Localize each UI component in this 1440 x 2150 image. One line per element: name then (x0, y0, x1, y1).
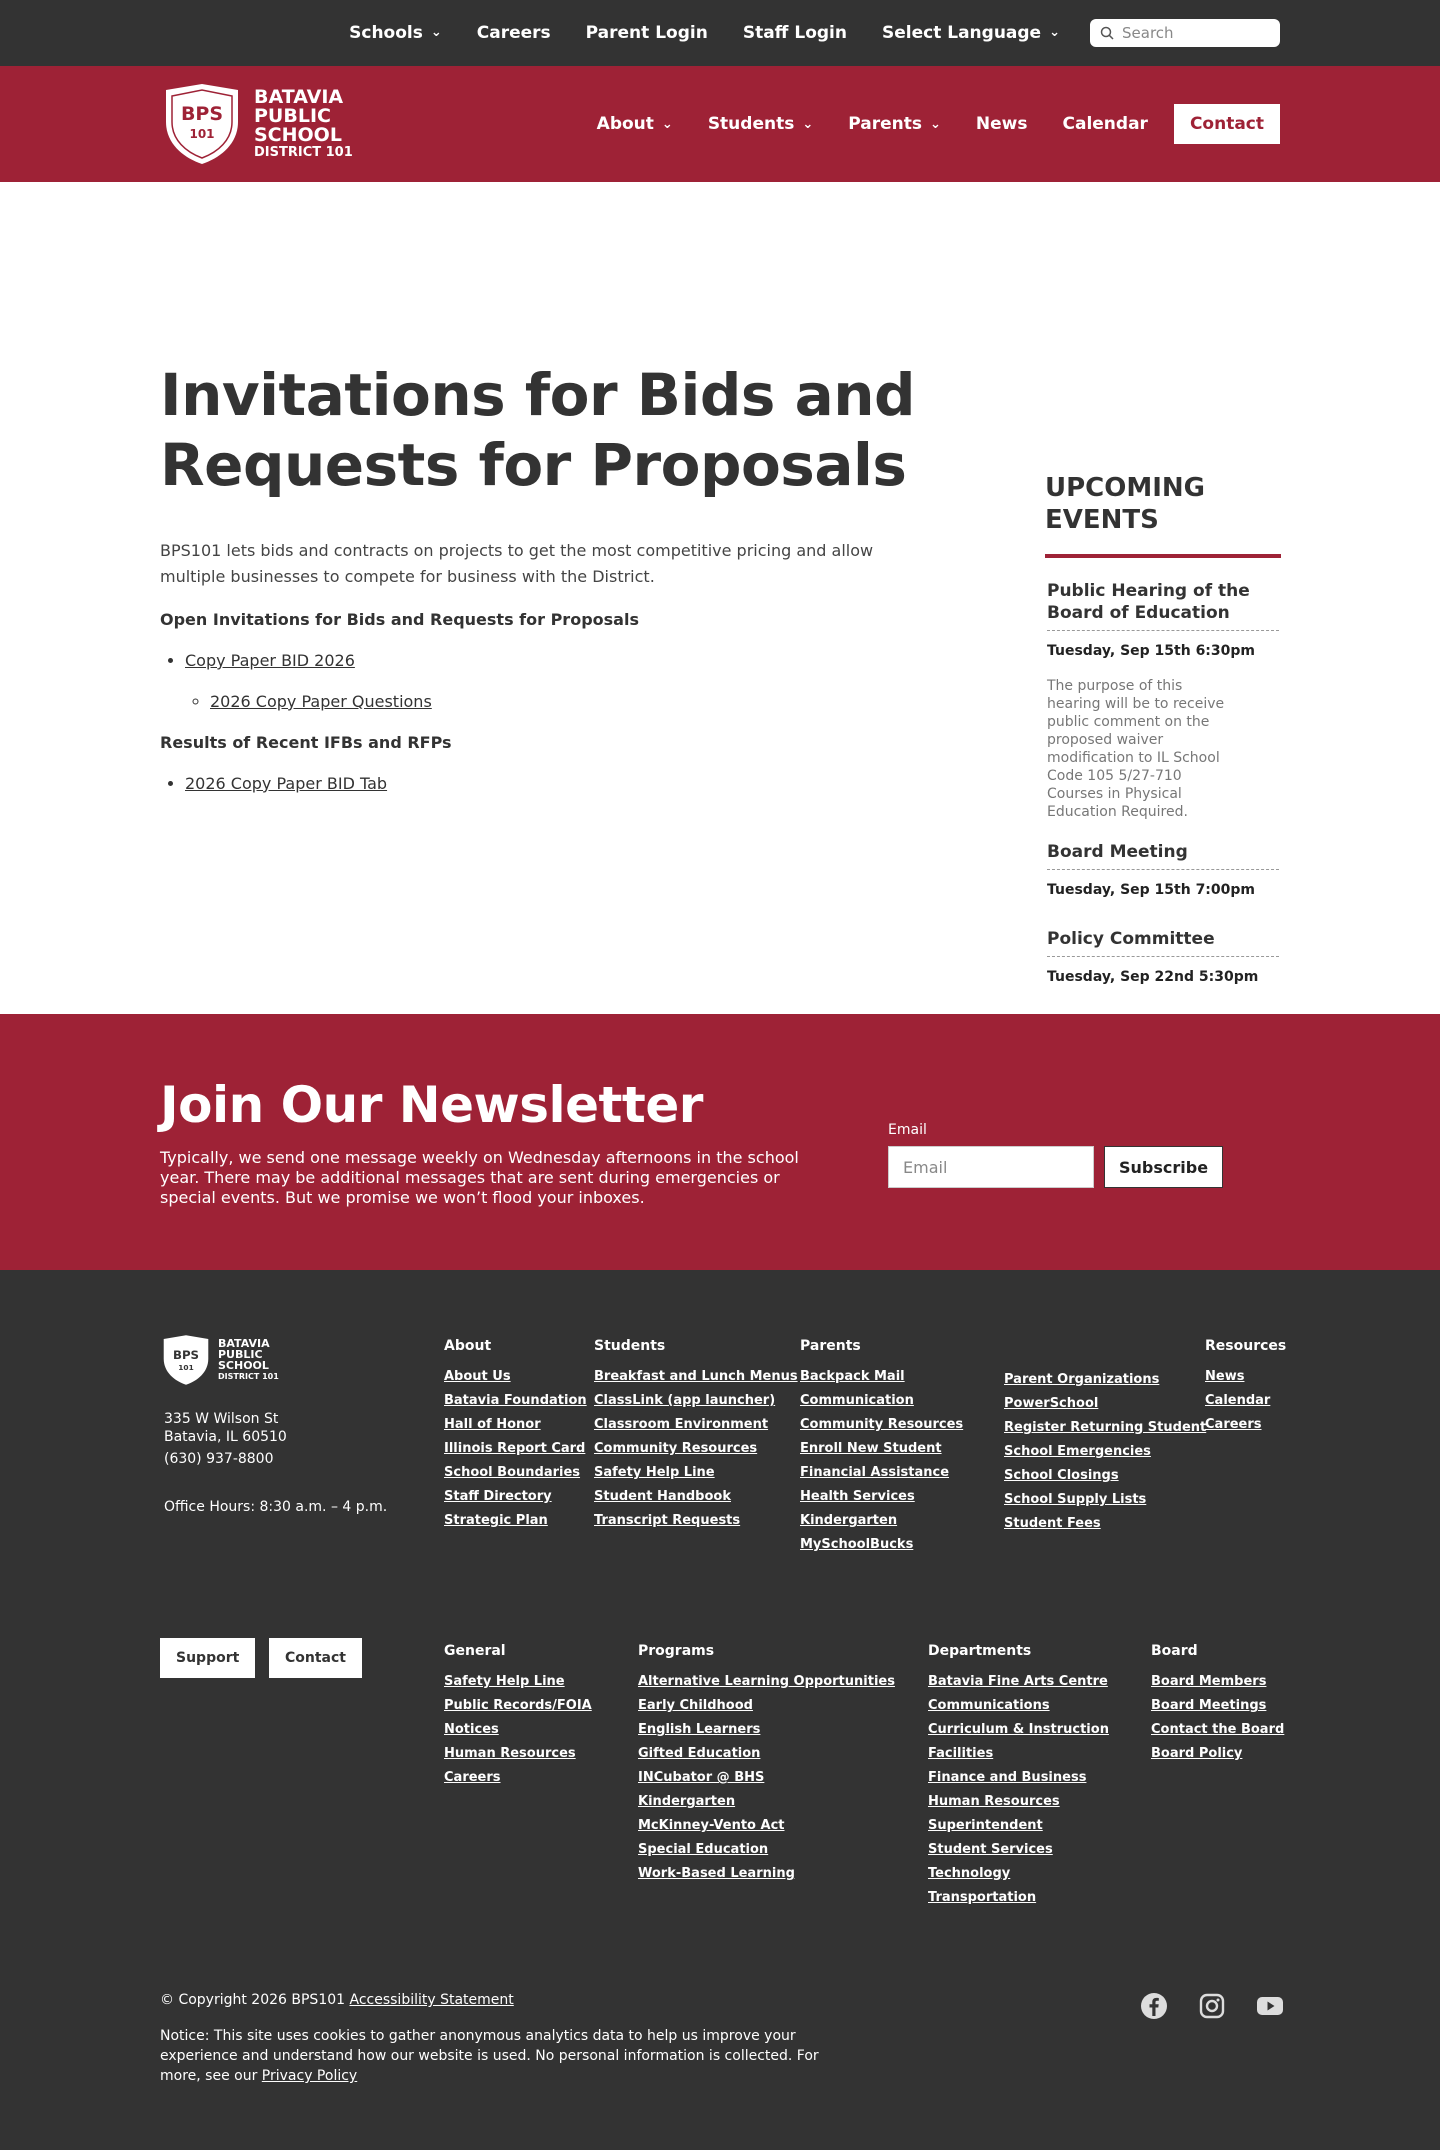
address-line: 335 W Wilson St (164, 1411, 279, 1427)
footer-link[interactable]: About Us (444, 1369, 511, 1384)
footer-link[interactable]: Careers (1205, 1417, 1262, 1432)
footer-link[interactable]: Curriculum & Instruction (928, 1722, 1109, 1737)
footer-link[interactable]: Gifted Education (638, 1746, 761, 1761)
footer-link[interactable]: Safety Help Line (594, 1465, 715, 1480)
upcoming-events (1045, 472, 1281, 985)
cookie-notice (160, 2026, 840, 2086)
footer-col-departments (928, 1643, 1109, 1910)
footer-link[interactable]: Calendar (1205, 1393, 1271, 1408)
schools-menu[interactable] (349, 23, 442, 43)
site-header (0, 66, 1440, 182)
footer-link[interactable]: Board Policy (1151, 1746, 1243, 1761)
copy-paper-bid-tab-link[interactable]: 2026 Copy Paper BID Tab (185, 774, 388, 793)
list-item (185, 651, 920, 711)
event-date: Tuesday, Sep 22nd 5:30pm (1047, 969, 1259, 985)
events-title: UPCOMING EVENTS (1045, 472, 1281, 558)
copy-paper-bid-link[interactable]: Copy Paper BID 2026 (185, 651, 355, 670)
footer-link[interactable]: Kindergarten (800, 1513, 898, 1528)
nav-parents[interactable] (848, 114, 941, 134)
facebook-icon[interactable] (1140, 1992, 1168, 2020)
footer-link[interactable]: Backpack Mail (800, 1369, 905, 1384)
footer-link[interactable]: Register Returning Student (1004, 1420, 1207, 1435)
footer-col-parents-more (1004, 1368, 1206, 1536)
footer-link[interactable]: Public Records/FOIA (444, 1698, 592, 1713)
copyright (160, 1992, 514, 2008)
footer-link[interactable]: Classroom Environment (594, 1417, 769, 1432)
footer-link[interactable]: School Supply Lists (1004, 1492, 1147, 1507)
footer-link[interactable]: Work-Based Learning (638, 1866, 795, 1881)
contact-button[interactable]: Contact (1174, 104, 1280, 144)
logo-line: BATAVIA (218, 1337, 270, 1350)
event-date: Tuesday, Sep 15th 7:00pm (1047, 882, 1255, 898)
footer-link[interactable]: Technology (928, 1866, 1011, 1881)
logo-line: BATAVIA (254, 85, 344, 108)
footer-link[interactable]: Community Resources (594, 1441, 758, 1456)
footer-col-parents (800, 1338, 963, 1557)
footer-phone: (630) 937-8800 (164, 1451, 274, 1467)
footer-col-about (444, 1338, 587, 1533)
chevron-down-icon: ⌄ (661, 116, 673, 132)
footer-link[interactable]: Illinois Report Card (444, 1441, 586, 1456)
staff-login-link[interactable]: Staff Login (742, 23, 847, 43)
footer-link[interactable]: Board Meetings (1151, 1698, 1267, 1713)
search-icon (1100, 26, 1114, 40)
social-links (1140, 1992, 1284, 2020)
newsletter-section (0, 1014, 1440, 1270)
footer-link[interactable]: Communication (800, 1393, 914, 1408)
footer-link[interactable]: INCubator @ BHS (638, 1770, 765, 1785)
footer-link[interactable]: Early Childhood (638, 1698, 753, 1713)
notice-text: Notice: This site uses cookies to gather anonymous analytics data to help us improve your experience and understand how our website is used. No personal information is collected. For more, see our (160, 2028, 819, 2084)
nav-students[interactable] (708, 114, 813, 134)
footer-link[interactable]: Staff Directory (444, 1489, 552, 1504)
results-list (160, 774, 920, 793)
newsletter-form (888, 1122, 1223, 1188)
sub-list (185, 692, 920, 711)
nav-news[interactable]: News (975, 114, 1028, 134)
footer-link[interactable]: Human Resources (444, 1746, 576, 1761)
svg-text:101: 101 (178, 1362, 194, 1372)
footer-link[interactable]: Board Members (1151, 1674, 1267, 1689)
footer-link[interactable]: Student Services (928, 1842, 1053, 1857)
footer-col-board (1151, 1643, 1284, 1766)
footer-link[interactable]: Parent Organizations (1004, 1372, 1160, 1387)
accessibility-link[interactable]: Accessibility Statement (349, 1992, 514, 2008)
footer-link[interactable]: Hall of Honor (444, 1417, 541, 1432)
event-title: Board Meeting (1047, 841, 1279, 870)
support-button[interactable]: Support (160, 1638, 255, 1678)
language-label: Select Language (881, 23, 1042, 43)
footer-link[interactable]: ClassLink (app launcher) (594, 1393, 776, 1408)
event-item[interactable] (1045, 841, 1281, 898)
main-content (0, 182, 1440, 1014)
footer-link[interactable]: Finance and Business (928, 1770, 1087, 1785)
footer-link[interactable]: PowerSchool (1004, 1396, 1099, 1411)
event-title: Public Hearing of the Board of Education (1047, 580, 1279, 631)
open-list (160, 651, 920, 711)
page-title: Invitations for Bids and Requests for Proposals (160, 361, 916, 499)
footer-heading: About (444, 1338, 492, 1354)
event-date: Tuesday, Sep 15th 6:30pm (1047, 643, 1255, 659)
email-label: Email (888, 1122, 927, 1138)
footer-link[interactable]: News (1205, 1369, 1245, 1384)
footer-address (164, 1410, 287, 1446)
event-title: Policy Committee (1047, 928, 1279, 957)
newsletter-title: Join Our Newsletter (160, 1076, 703, 1134)
utility-bar (0, 0, 1440, 66)
nav-label: Parents (848, 114, 922, 134)
footer-link[interactable]: Community Resources (800, 1417, 964, 1432)
footer-link[interactable]: Strategic Plan (444, 1513, 548, 1528)
list-item (185, 774, 920, 793)
logo-line: DISTRICT 101 (254, 144, 353, 160)
nav-label: About (596, 114, 654, 134)
copy-paper-questions-link[interactable]: 2026 Copy Paper Questions (210, 692, 432, 711)
footer-link[interactable]: Notices (444, 1722, 499, 1737)
newsletter-row (888, 1146, 1223, 1188)
event-item[interactable] (1045, 928, 1281, 985)
nav-label: Students (707, 114, 795, 134)
footer-heading: Programs (638, 1643, 715, 1659)
language-select[interactable] (882, 23, 1060, 43)
footer-link[interactable]: Breakfast and Lunch Menus (594, 1369, 798, 1384)
intro-text: BPS101 lets bids and contracts on projects to get the most competitive pricing and allow multiple businesses to compete for business with the District. (160, 541, 874, 586)
chevron-down-icon: ⌄ (802, 116, 814, 132)
logo-line: SCHOOL (254, 123, 342, 146)
logo-text (254, 85, 353, 161)
open-heading: Open Invitations for Bids and Requests for Proposals (160, 610, 639, 629)
footer-link[interactable]: Facilities (928, 1746, 994, 1761)
footer-heading: Departments (928, 1643, 1032, 1659)
privacy-policy-link[interactable]: Privacy Policy (261, 2068, 358, 2084)
footer-link[interactable]: MySchoolBucks (800, 1537, 914, 1552)
footer-logo[interactable] (160, 1334, 279, 1386)
careers-link[interactable]: Careers (476, 23, 551, 43)
footer-link[interactable]: School Emergencies (1004, 1444, 1151, 1459)
footer-hours: Office Hours: 8:30 a.m. – 4 p.m. (164, 1499, 388, 1515)
instagram-icon[interactable] (1198, 1992, 1226, 2020)
footer-link[interactable]: Transportation (928, 1890, 1037, 1905)
results-heading: Results of Recent IFBs and RFPs (160, 733, 452, 752)
footer-col-resources (1205, 1338, 1286, 1437)
footer-heading: Board (1151, 1643, 1198, 1659)
event-item[interactable] (1045, 580, 1281, 821)
svg-text:101: 101 (189, 127, 215, 141)
youtube-icon[interactable] (1256, 1992, 1284, 2020)
footer-link[interactable]: Batavia Foundation (444, 1393, 587, 1408)
footer-col-general (444, 1643, 592, 1790)
logo-line: PUBLIC (254, 104, 331, 127)
address-line: Batavia, IL 60510 (164, 1429, 287, 1445)
article (160, 360, 920, 793)
nav-calendar[interactable]: Calendar (1062, 114, 1148, 134)
footer-link[interactable]: Enroll New Student (800, 1441, 942, 1456)
footer-link[interactable]: Special Education (638, 1842, 769, 1857)
shield-logo-icon (160, 82, 244, 166)
svg-text:BPS: BPS (180, 103, 224, 125)
footer-link[interactable]: Health Services (800, 1489, 915, 1504)
footer-link[interactable]: Kindergarten (638, 1794, 736, 1809)
footer-col-students (594, 1338, 798, 1533)
footer-link[interactable]: Transcript Requests (594, 1513, 741, 1528)
footer-link[interactable]: Alternative Learning Opportunities (638, 1674, 895, 1689)
search-input[interactable] (1122, 24, 1262, 42)
site-logo[interactable] (160, 82, 353, 166)
copyright-text: © Copyright 2026 BPS101 (160, 1992, 346, 2008)
footer-link[interactable]: Contact the Board (1151, 1722, 1285, 1737)
newsletter-text: Typically, we send one message weekly on Wednesday afternoons in the school year. There may be additional messages that are sent during emergencies or special events. But we promise we won’t flood your inboxes. (160, 1148, 799, 1207)
footer-link[interactable]: Student Fees (1004, 1516, 1101, 1531)
footer-link[interactable]: School Boundaries (444, 1465, 581, 1480)
email-field[interactable] (888, 1146, 1094, 1188)
footer-link[interactable]: Safety Help Line (444, 1674, 565, 1689)
chevron-down-icon: ⌄ (1049, 24, 1060, 40)
footer-logo-text (218, 1338, 279, 1382)
footer-heading: Resources (1205, 1338, 1287, 1354)
footer-link[interactable]: Careers (444, 1770, 501, 1785)
logo-line: SCHOOL (218, 1359, 269, 1372)
footer-heading: Parents (800, 1338, 861, 1354)
footer-heading: General (444, 1643, 506, 1659)
footer-link[interactable]: Batavia Fine Arts Centre (928, 1674, 1108, 1689)
footer-link[interactable]: Student Handbook (594, 1489, 731, 1504)
footer-contact-button[interactable]: Contact (269, 1638, 362, 1678)
search-box (1090, 19, 1280, 47)
schools-label: Schools (349, 23, 423, 43)
footer-link[interactable]: McKinney-Vento Act (638, 1818, 785, 1833)
footer-link[interactable]: English Learners (638, 1722, 761, 1737)
logo-line: DISTRICT 101 (218, 1372, 279, 1381)
svg-text:BPS: BPS (172, 1347, 200, 1362)
site-footer (0, 1270, 1440, 2150)
chevron-down-icon: ⌄ (430, 24, 442, 40)
parent-login-link[interactable]: Parent Login (585, 23, 708, 43)
list-item (210, 692, 920, 711)
footer-col-programs (638, 1643, 895, 1886)
footer-link[interactable]: Financial Assistance (800, 1465, 950, 1480)
footer-link[interactable]: Superintendent (928, 1818, 1043, 1833)
footer-link[interactable]: School Closings (1004, 1468, 1119, 1483)
footer-heading: Students (594, 1338, 666, 1354)
nav-about[interactable] (597, 114, 673, 134)
subscribe-button[interactable]: Subscribe (1104, 1146, 1223, 1188)
footer-link[interactable]: Communications (928, 1698, 1050, 1713)
shield-logo-icon (160, 1334, 212, 1386)
logo-line: PUBLIC (218, 1348, 263, 1361)
event-description: The purpose of this hearing will be to receive public comment on the proposed waiver modification to IL School Code 105 5/27-710 Courses in Physical Education Required. (1047, 678, 1225, 820)
main-nav (562, 104, 1280, 144)
chevron-down-icon: ⌄ (930, 116, 941, 132)
footer-link[interactable]: Human Resources (928, 1794, 1060, 1809)
